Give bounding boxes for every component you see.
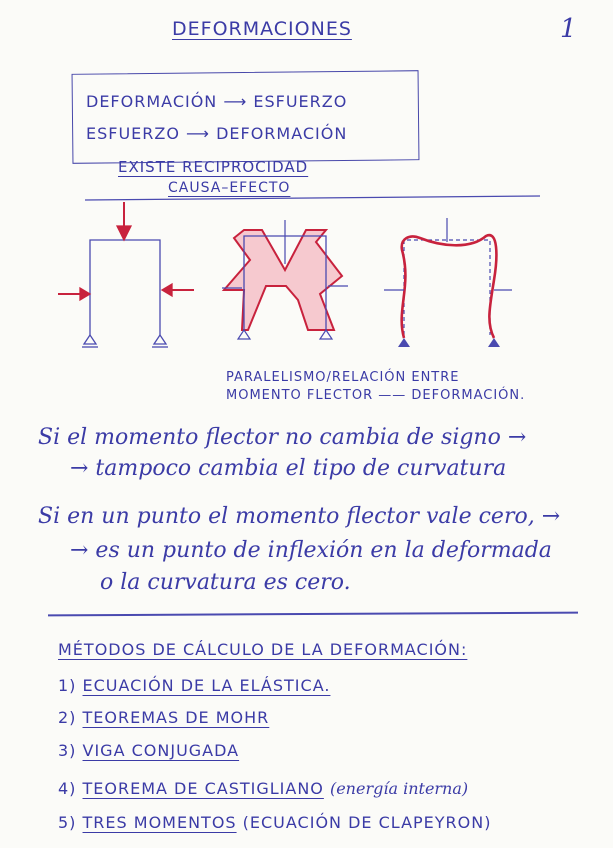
method-number: 3): [58, 741, 77, 760]
box-line-1: DEFORMACIÓN ⟶ ESFUERZO: [86, 92, 348, 111]
method-item: [58, 676, 330, 695]
methods-title: MÉTODOS DE CÁLCULO DE LA DEFORMACIÓN:: [58, 640, 468, 659]
method-label: ECUACIÓN DE LA ELÁSTICA.: [82, 676, 331, 695]
method-item: [58, 813, 491, 832]
method-label: VIGA CONJUGADA: [82, 741, 240, 760]
box-line-2: ESFUERZO ⟶ DEFORMACIÓN: [86, 124, 348, 143]
divider-line: [85, 196, 540, 200]
reciprocity-line-2: CAUSA–EFECTO: [168, 180, 291, 196]
frame-moment-diagram: [222, 220, 348, 339]
method-number: 4): [58, 779, 77, 798]
section-divider: [48, 612, 578, 616]
method-item: [58, 708, 269, 727]
caption-line-2: MOMENTO FLECTOR —— DEFORMACIÓN.: [226, 388, 526, 403]
method-label: TEOREMAS DE MOHR: [82, 708, 270, 727]
method-label: TEOREMA DE CASTIGLIANO: [82, 779, 324, 798]
page-title: DEFORMACIONES: [172, 18, 352, 40]
frame-diagrams: [0, 190, 613, 370]
method-note: (ECUACIÓN DE CLAPEYRON): [242, 813, 492, 832]
rule-line-1: Si el momento flector no cambia de signo →: [38, 425, 527, 450]
method-item: [58, 779, 468, 798]
method-number: 1): [58, 676, 77, 695]
reciprocity-line-1: EXISTE RECIPROCIDAD: [118, 158, 309, 176]
method-number: 2): [58, 708, 77, 727]
rule-line-2: → tampoco cambia el tipo de curvatura: [70, 456, 507, 481]
frame-deformed-shape: [384, 218, 512, 347]
page-number: 1: [560, 14, 577, 44]
rule-line-5: o la curvatura es cero.: [100, 570, 351, 595]
method-label: TRES MOMENTOS: [82, 813, 237, 832]
caption-line-1: PARALELISMO/RELACIÓN ENTRE: [226, 370, 460, 385]
method-item: [58, 741, 239, 760]
frame-loaded: [58, 202, 194, 347]
method-number: 5): [58, 813, 77, 832]
method-note: (energía interna): [329, 779, 469, 798]
rule-line-3: Si en un punto el momento flector vale cero, →: [38, 504, 561, 529]
rule-line-4: → es un punto de inflexión en la deformada: [70, 538, 552, 563]
relations-box: [72, 70, 420, 164]
